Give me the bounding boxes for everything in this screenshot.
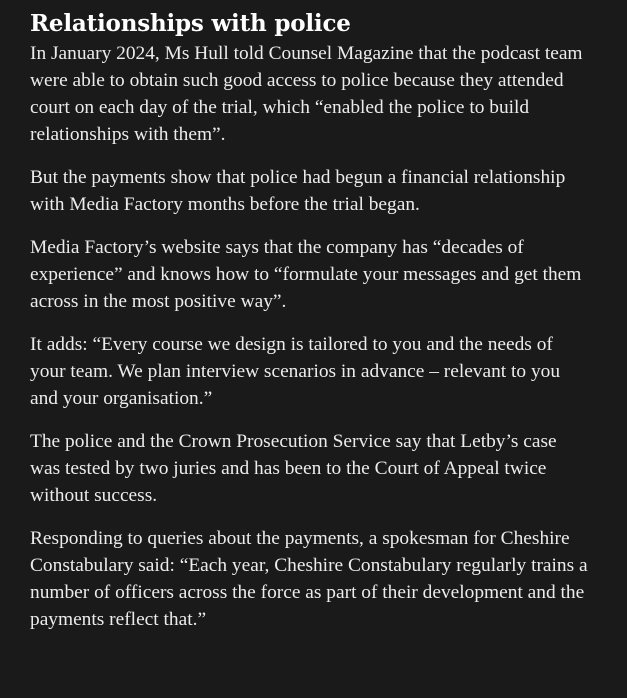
paragraph-payments-timing: But the payments show that police had begun a financial relationship with Media Factory months before the trial began.	[30, 167, 566, 215]
section-heading: Relationships with police	[30, 10, 351, 37]
paragraph-spokesman-response: Responding to queries about the payments, a spokesman for Cheshire Constabulary said: “Each year, Cheshire Constabulary regularly trains a number of officers across the force as part of their development and the payments reflect that.”	[30, 528, 588, 630]
article-body	[30, 8, 590, 649]
paragraph-course-quote: It adds: “Every course we design is tailored to you and the needs of your team. We plan interview scenarios in advance – relevant to you and your organisation.”	[30, 334, 561, 409]
paragraph-media-factory-website: Media Factory’s website says that the company has “decades of experience” and knows how to “formulate your messages and get them across in the most positive way”.	[30, 237, 582, 312]
paragraph-police-cps-statement: The police and the Crown Prosecution Service say that Letby’s case was tested by two juries and has been to the Court of Appeal twice without success.	[30, 431, 557, 506]
paragraph-counsel-magazine: In January 2024, Ms Hull told Counsel Magazine that the podcast team were able to obtain such good access to police because they attended court on each day of the trial, which “enabled the police to build relationships with them”.	[30, 43, 583, 145]
